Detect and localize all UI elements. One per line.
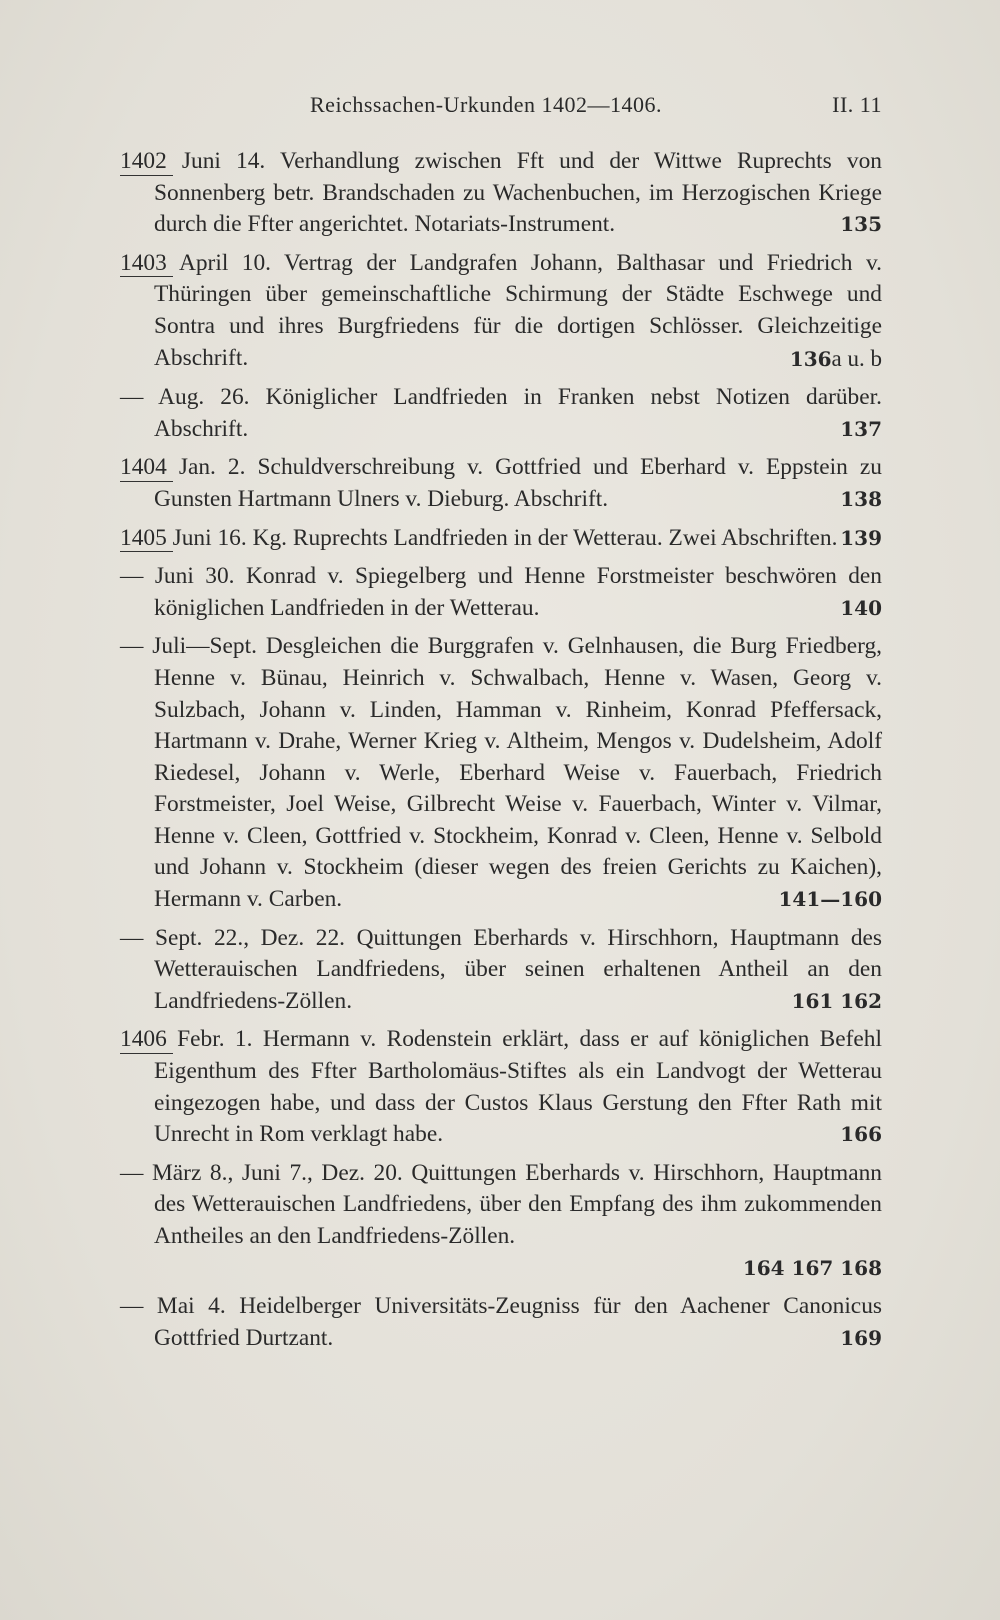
entry-juli-sept [120, 631, 882, 915]
entry-text: Verhandlung zwischen Fft und der Wittwe Ruprechts von Sonnenberg betr. Brandschaden zu Wachenbuchen, im Herzogischen Kriege durch die Ffter angerichtet. Notariats-Instrument. [154, 148, 882, 238]
entry-text: Heidelberger Universitäts-Zeugniss für den Aachener Canonicus Gottfried Durtzant. [154, 1293, 882, 1351]
entry-mai-4 [120, 1291, 882, 1354]
entry-1406-febr-1 [120, 1024, 882, 1150]
entry-text: Schuldverschreibung v. Gottfried und Eberhard v. Eppstein zu Gunsten Hartmann Ulners v. Dieburg. Abschrift. [154, 454, 882, 512]
entry-date: — März 8., Juni 7., Dez. 20. [120, 1159, 403, 1186]
entry-text: Quittungen Eberhards v. Hirschhorn, Hauptmann des Wetterauischen Landfriedens, über den Empfang des ihm zukommenden Antheiles an den Landfriedens-Zöllen. [154, 1159, 882, 1249]
entry-text: Hermann v. Rodenstein erklärt, dass er auf königlichen Befehl Eigenthum des Ffter Bartholomäus-Stiftes als ein Landvogt der Wetterau eingezogen habe, und dass der Custos Klaus Gerstung den Ffter Rath mit Unrecht in Rom verklagt habe. [154, 1026, 882, 1148]
entry-year: 1404 [120, 452, 167, 484]
page-reference: II. 11 [832, 92, 882, 117]
document-number: 169 [840, 1325, 882, 1350]
document-number: 138 [840, 486, 882, 511]
entry-date: — Juli—Sept. [120, 633, 257, 660]
document-number: 137 [840, 416, 882, 441]
entry-1403-april-10 [120, 248, 882, 375]
entry-date: Juni 16. [166, 524, 247, 551]
entry-sept-22-dez-22 [120, 923, 882, 1018]
document-number-suffix: a u. b [831, 345, 882, 371]
entry-date: Juni 14. [166, 148, 266, 174]
entry-year: 1406 [120, 1024, 167, 1056]
entry-1402-juni-14 [120, 146, 882, 241]
entry-text: Vertrag der Landgrafen Johann, Balthasar und Friedrich v. Thüringen über gemeinschaftliche Schirmung der Städte Eschwege und Sontra und ihres Burgfriedens für die dortigen Schlösser. Gleichzeitige Abschrift. [154, 249, 882, 371]
running-title: Reichssachen-Urkunden 1402—1406. [310, 92, 663, 117]
entry-text: Desgleichen die Burggrafen v. Gelnhausen, die Burg Friedberg, Henne v. Bünau, Heinrich v. Schwalbach, Henne v. Wasen, Georg v. Sulzbach, Johann v. Linden, Hamman v. Rinheim, Konrad Pfeffersack, Hartmann v. Drahe, Werner Krieg v. Altheim, Mengos v. Dudelsheim, Adolf Riedesel, Johann v. Werle, Eberhard Weise v. Fauerbach, Friedrich Forstmeister, Joel Weise, Gilbrecht Weise v. Fauerbach, Winter v. Vilmar, Henne v. Cleen, Gottfried v. Stockheim, Konrad v. Cleen, Henne v. Selbold und Johann v. Stockheim (dieser wegen des freien Gerichts zu Kaichen), Hermann v. Carben. [154, 633, 882, 913]
entry-1404-jan-2 [120, 452, 882, 515]
entry-aug-26 [120, 382, 882, 445]
entry-date: — Aug. 26. [120, 384, 250, 411]
entry-year: 1402 [120, 146, 167, 178]
entry-1405-juni-16 [120, 523, 882, 555]
document-number: 141—160 [778, 887, 882, 912]
entry-year: 1405 [120, 523, 167, 555]
document-number: 136a u. b [789, 345, 882, 371]
entry-date: — Mai 4. [120, 1293, 226, 1320]
entry-text: Konrad v. Spiegelberg und Henne Forstmeister beschwören den königlichen Landfrieden in der Wetterau. [154, 563, 882, 621]
document-number: 161 162 [791, 988, 882, 1013]
entry-date: Jan. 2. [166, 454, 246, 481]
document-number: 135 [840, 212, 882, 237]
entry-date: Febr. 1. [166, 1026, 253, 1053]
entry-maerz-juni-dez [120, 1158, 882, 1284]
entry-list [120, 146, 882, 1361]
entry-text: Königlicher Landfrieden in Franken nebst Notizen darüber. Abschrift. [154, 384, 882, 442]
document-number: 140 [840, 595, 882, 620]
entry-date: — Sept. 22., Dez. 22. [120, 924, 345, 951]
document-number: 139 [840, 525, 882, 550]
entry-text: Quittungen Eberhards v. Hirschhorn, Hauptmann des Wetterauischen Landfriedens, über seinen erhaltenen Antheil an den Landfriedens-Zöllen. [154, 924, 882, 1014]
entry-text: Kg. Ruprechts Landfrieden in der Wetterau. Zwei Abschriften. [252, 524, 838, 551]
entry-date: — Juni 30. [120, 563, 235, 590]
entry-juni-30 [120, 561, 882, 624]
document-number: 164 167 168 [742, 1255, 882, 1280]
document-number: 166 [840, 1122, 882, 1147]
entry-date: April 10. [166, 249, 272, 276]
entry-year: 1403 [120, 248, 167, 280]
